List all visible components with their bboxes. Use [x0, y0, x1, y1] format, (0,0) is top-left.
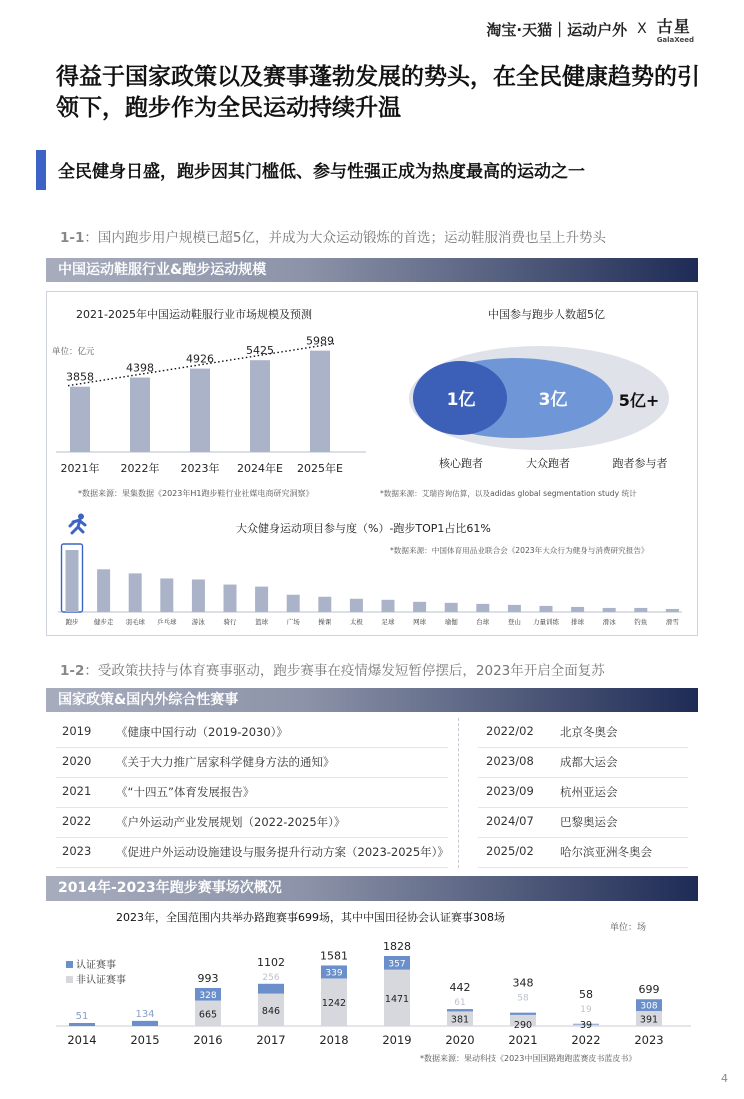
- events-total-label: 134: [135, 1008, 155, 1020]
- events-bar-certified: [510, 1013, 536, 1015]
- event-row-divider: [478, 807, 688, 808]
- participation-category-label: 钓鱼: [634, 618, 648, 626]
- section1-text: ：国内跑步用户规模已超5亿，并成为大众运动锻炼的首选；运动鞋服消费也呈上升势头: [84, 230, 606, 246]
- market-chart: [46, 325, 376, 480]
- participation-bar: [666, 609, 679, 612]
- participation-bar: [445, 603, 458, 612]
- participation-bar: [603, 608, 616, 612]
- participation-bar: [350, 599, 363, 612]
- legend-certified: 认证赛事: [76, 960, 116, 971]
- policy-row-divider: [56, 807, 448, 808]
- venn-label-all: 5亿+: [618, 391, 660, 410]
- participation-bar: [382, 600, 395, 612]
- market-category-label: 2021年: [60, 462, 100, 475]
- event-date: 2023/09: [486, 784, 534, 798]
- events-bar: [69, 1023, 95, 1026]
- page-number: 4: [721, 1072, 728, 1085]
- participation-bar: [255, 587, 268, 612]
- events-certified-label: 357: [388, 959, 406, 970]
- participation-category-label: 篮球: [255, 618, 269, 626]
- policy-row-divider: [56, 777, 448, 778]
- market-value-label: 3858: [66, 370, 94, 384]
- logo-separator: X: [637, 21, 647, 37]
- participation-category-label: 足球: [381, 618, 395, 626]
- event-row-divider: [478, 867, 688, 868]
- market-value-label: 4926: [186, 352, 214, 366]
- market-value-label: 5425: [246, 344, 274, 358]
- events-total-label: 442: [449, 981, 471, 995]
- venn-caption-mass: 大众跑者: [526, 457, 570, 470]
- participation-bar: [287, 595, 300, 612]
- participation-category-label: 滑冰: [602, 618, 616, 626]
- legend-uncertified: 非认证赛事: [76, 975, 126, 986]
- events-year-label: 2020: [445, 1033, 475, 1047]
- events-year-label: 2022: [571, 1033, 601, 1047]
- events-chart-unit: 单位：场: [610, 923, 647, 933]
- policy-name: 《户外运动产业发展规划（2022-2025年）》: [116, 815, 346, 829]
- event-date: 2025/02: [486, 844, 534, 858]
- partner-name-en: GalaXeed: [656, 36, 694, 44]
- participation-category-label: 游泳: [191, 618, 205, 626]
- event-row-divider: [478, 747, 688, 748]
- venn-caption-core: 核心跑者: [439, 457, 483, 470]
- market-category-label: 2024年E: [237, 462, 283, 475]
- participation-bar: [413, 602, 426, 612]
- market-source: *数据来源：果集数据《2023年H1跑步鞋行业社媒电商研究洞察》: [78, 489, 314, 498]
- participation-bar: [224, 585, 237, 612]
- page-title: 得益于国家政策以及赛事蓬勃发展的势头，在全民健康趋势的引领下，跑步作为全民运动持续升温: [56, 64, 700, 121]
- participation-category-label: 太极: [349, 618, 363, 626]
- participation-category-label: 操课: [318, 618, 332, 626]
- events-uncertified-label: 846: [261, 1005, 281, 1017]
- venn-source: *数据来源：艾瑞咨询估算，以及adidas global segmentation study 统计: [380, 489, 637, 498]
- legend-swatch-certified: [66, 961, 73, 968]
- policy-name: 《“十四五”体育发展报告》: [116, 785, 255, 799]
- events-total-label: 51: [75, 1011, 89, 1022]
- partner-name: 古星: [656, 17, 691, 36]
- events-uncertified-label: 391: [639, 1014, 659, 1026]
- venn-label-mass: 3亿: [538, 390, 568, 410]
- participation-title: 大众健身运动项目参与度（%）-跑步TOP1占比61%: [236, 522, 491, 535]
- events-year-label: 2014: [67, 1033, 97, 1047]
- participation-bar: [508, 605, 521, 612]
- events-certified-label: 339: [325, 968, 343, 979]
- market-category-label: 2025年E: [297, 462, 343, 475]
- section2-band: 国家政策&国内外综合性赛事: [46, 688, 698, 712]
- policy-name: 《关于大力推广居家科学健身方法的通知》: [116, 755, 335, 769]
- participation-category-label: 跑步: [65, 618, 79, 626]
- participation-category-label: 健步走: [93, 618, 114, 626]
- participation-bar: [97, 569, 110, 612]
- events-year-label: 2018: [319, 1033, 349, 1047]
- section2-num: 1-2: [60, 663, 85, 679]
- market-bar: [70, 387, 90, 452]
- participation-bar: [160, 578, 173, 612]
- market-bar: [310, 351, 330, 452]
- events-source: *数据来源：果动科技《2023中国国路跑跑蓝赛皮书蓝皮书》: [420, 1054, 637, 1063]
- event-name: 杭州亚运会: [560, 785, 618, 799]
- events-uncertified-label: 1471: [384, 993, 410, 1005]
- market-bar: [190, 369, 210, 452]
- events-year-label: 2023: [634, 1033, 664, 1047]
- participation-bar: [192, 579, 205, 612]
- policy-name: 《促进户外运动设施建设与服务提升行动方案（2023-2025年）》: [116, 845, 449, 859]
- policy-year: 2022: [62, 814, 92, 828]
- events-total-label: 348: [512, 976, 534, 990]
- page-subtitle: 全民健身日盛，跑步因其门槛低、参与性强正成为热度最高的运动之一: [58, 162, 585, 182]
- market-category-label: 2023年: [180, 462, 220, 475]
- table-divider: [458, 718, 459, 868]
- policy-name: 《健康中国行动（2019-2030）》: [116, 725, 288, 739]
- event-name: 北京冬奥会: [560, 725, 618, 739]
- events-bar: [132, 1021, 158, 1026]
- venn-diagram: [395, 320, 695, 485]
- market-chart-title: 2021-2025年中国运动鞋服行业市场规模及预测: [76, 308, 312, 321]
- events-certified-label: 308: [640, 1001, 658, 1012]
- events-certified-label: 58: [517, 993, 529, 1004]
- participation-category-label: 羽毛球: [125, 618, 145, 626]
- venn-caption-all: 跑者参与者: [612, 457, 668, 470]
- participation-category-label: 瑜伽: [444, 618, 458, 626]
- policy-year: 2020: [62, 754, 92, 768]
- events-year-label: 2016: [193, 1033, 223, 1047]
- participation-category-label: 力量训练: [533, 618, 559, 626]
- events-chart: [46, 925, 698, 1055]
- brand-text: 淘宝·天猫｜运动户外: [486, 20, 628, 39]
- events-total-label: 1581: [320, 949, 348, 963]
- events-bar-certified: [447, 1009, 473, 1011]
- events-uncertified-label: 290: [513, 1020, 533, 1031]
- events-chart-title: 2023年，全国范围内共举办路跑赛事699场，其中中国田径协会认证赛事308场: [116, 911, 505, 924]
- market-chart-unit: 单位：亿元: [52, 347, 95, 357]
- events-uncertified-label: 381: [450, 1014, 470, 1026]
- events-certified-label: 328: [199, 990, 217, 1001]
- event-name: 巴黎奥运会: [560, 815, 618, 829]
- events-total-label: 993: [197, 971, 219, 985]
- event-date: 2024/07: [486, 814, 534, 828]
- policy-row-divider: [56, 837, 448, 838]
- market-bar: [130, 378, 150, 452]
- participation-bar: [476, 604, 489, 612]
- events-uncertified-label: 1242: [321, 998, 347, 1010]
- policy-row-divider: [56, 747, 448, 748]
- events-year-label: 2017: [256, 1033, 286, 1047]
- legend-swatch-uncertified: [66, 976, 73, 983]
- participation-category-label: 登山: [507, 618, 521, 626]
- participation-category-label: 骑行: [223, 618, 237, 626]
- events-uncertified-label: 39: [579, 1020, 593, 1031]
- section1-num: 1-1: [60, 230, 85, 246]
- market-value-label: 5989: [306, 334, 334, 348]
- participation-bar: [571, 607, 584, 612]
- header-logo: [486, 14, 694, 44]
- participation-category-label: 台球: [476, 618, 490, 626]
- event-date: 2022/02: [486, 724, 534, 738]
- venn-title: 中国参与跑步人数超5亿: [488, 308, 605, 321]
- policy-year: 2019: [62, 724, 92, 738]
- policy-row-divider: [56, 867, 448, 868]
- participation-category-label: 乒乓球: [157, 618, 177, 626]
- participation-bar: [318, 597, 331, 612]
- section1-note: [60, 226, 606, 246]
- section1-band: 中国运动鞋服行业&跑步运动规模: [46, 258, 698, 282]
- section3-band: 2014年-2023年跑步赛事场次概况: [46, 876, 698, 901]
- events-year-label: 2019: [382, 1033, 412, 1047]
- participation-category-label: 排球: [571, 618, 585, 626]
- subtitle-accent-bar: [36, 150, 46, 190]
- participation-source: *数据来源：中国体育用品业联合会《2023年大众行为健身与消费研究报告》: [390, 546, 649, 555]
- event-name: 哈尔滨亚洲冬奥会: [560, 845, 652, 859]
- participation-bar: [129, 573, 142, 612]
- participation-category-label: 广场: [286, 618, 300, 626]
- venn-label-core: 1亿: [446, 390, 476, 410]
- events-total-label: 58: [579, 987, 593, 1001]
- section2-text: ：受政策扶持与体育赛事驱动，跑步赛事在疫情爆发短暂停摆后，2023年开启全面复苏: [84, 663, 605, 679]
- events-certified-label: 256: [262, 972, 280, 983]
- participation-chart: [50, 540, 690, 632]
- events-total-label: 1828: [383, 940, 411, 953]
- participation-bar: [634, 608, 647, 612]
- events-total-label: 699: [638, 983, 660, 997]
- participation-bar: [66, 550, 79, 612]
- events-bar-certified: [258, 984, 284, 994]
- events-certified-label: 61: [454, 998, 466, 1009]
- market-value-label: 4398: [126, 361, 154, 375]
- events-total-label: 1102: [257, 955, 285, 969]
- section2-note: [60, 659, 605, 679]
- events-certified-label: 19: [580, 1004, 592, 1015]
- policy-year: 2023: [62, 844, 92, 858]
- event-row-divider: [478, 837, 688, 838]
- event-name: 成都大运会: [560, 755, 618, 769]
- events-uncertified-label: 665: [198, 1009, 218, 1021]
- participation-category-label: 滑雪: [665, 618, 679, 626]
- events-legend: [66, 958, 126, 986]
- participation-category-label: 网球: [413, 618, 427, 626]
- running-icon: [64, 513, 90, 535]
- event-row-divider: [478, 777, 688, 778]
- events-year-label: 2015: [130, 1033, 160, 1047]
- events-year-label: 2021: [508, 1033, 538, 1047]
- policy-year: 2021: [62, 784, 92, 798]
- event-date: 2023/08: [486, 754, 534, 768]
- market-category-label: 2022年: [120, 462, 160, 475]
- partner-logo: [657, 14, 694, 44]
- market-bar: [250, 360, 270, 452]
- participation-bar: [540, 606, 553, 612]
